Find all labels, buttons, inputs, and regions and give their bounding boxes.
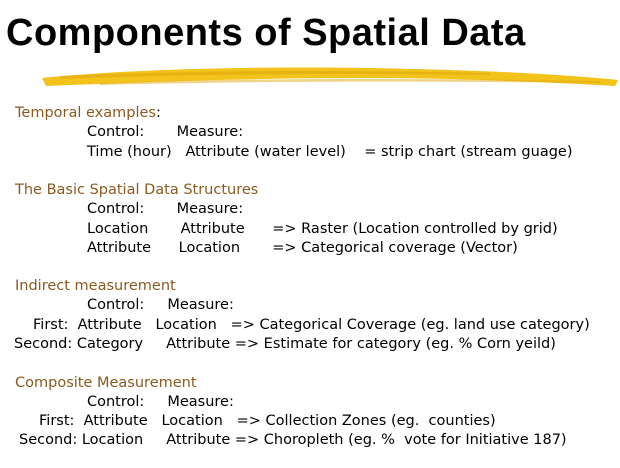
section-line: Control: Measure: (87, 394, 234, 410)
section-line: Control: Measure: (87, 297, 234, 313)
section-line: First: Attribute Location => Collection Zones (eg. counties) (39, 413, 496, 429)
section-line: Control: Measure: (87, 124, 244, 140)
section-line: Location Attribute => Raster (Location controlled by grid) (87, 221, 558, 237)
section-heading-spatial-structures: The Basic Spatial Data Structures (15, 182, 259, 198)
section-heading-temporal: Temporal examples: (15, 105, 161, 121)
section-line: Second: Location Attribute => Choropleth (eg. % vote for Initiative 187) (19, 432, 567, 448)
slide-title: Components of Spatial Data (6, 12, 526, 54)
section-line: Control: Measure: (87, 201, 244, 217)
section-heading-composite: Composite Measurement (15, 375, 197, 391)
section-line: Attribute Location => Categorical coverage (Vector) (87, 240, 518, 256)
section-line: Second: Category Attribute => Estimate for category (eg. % Corn yeild) (14, 336, 556, 352)
section-line: First: Attribute Location => Categorical Coverage (eg. land use category) (33, 317, 590, 333)
section-line: Time (hour) Attribute (water level) = strip chart (stream guage) (87, 144, 573, 160)
brush-stroke-divider (40, 64, 620, 90)
section-heading-indirect: Indirect measurement (15, 278, 176, 294)
